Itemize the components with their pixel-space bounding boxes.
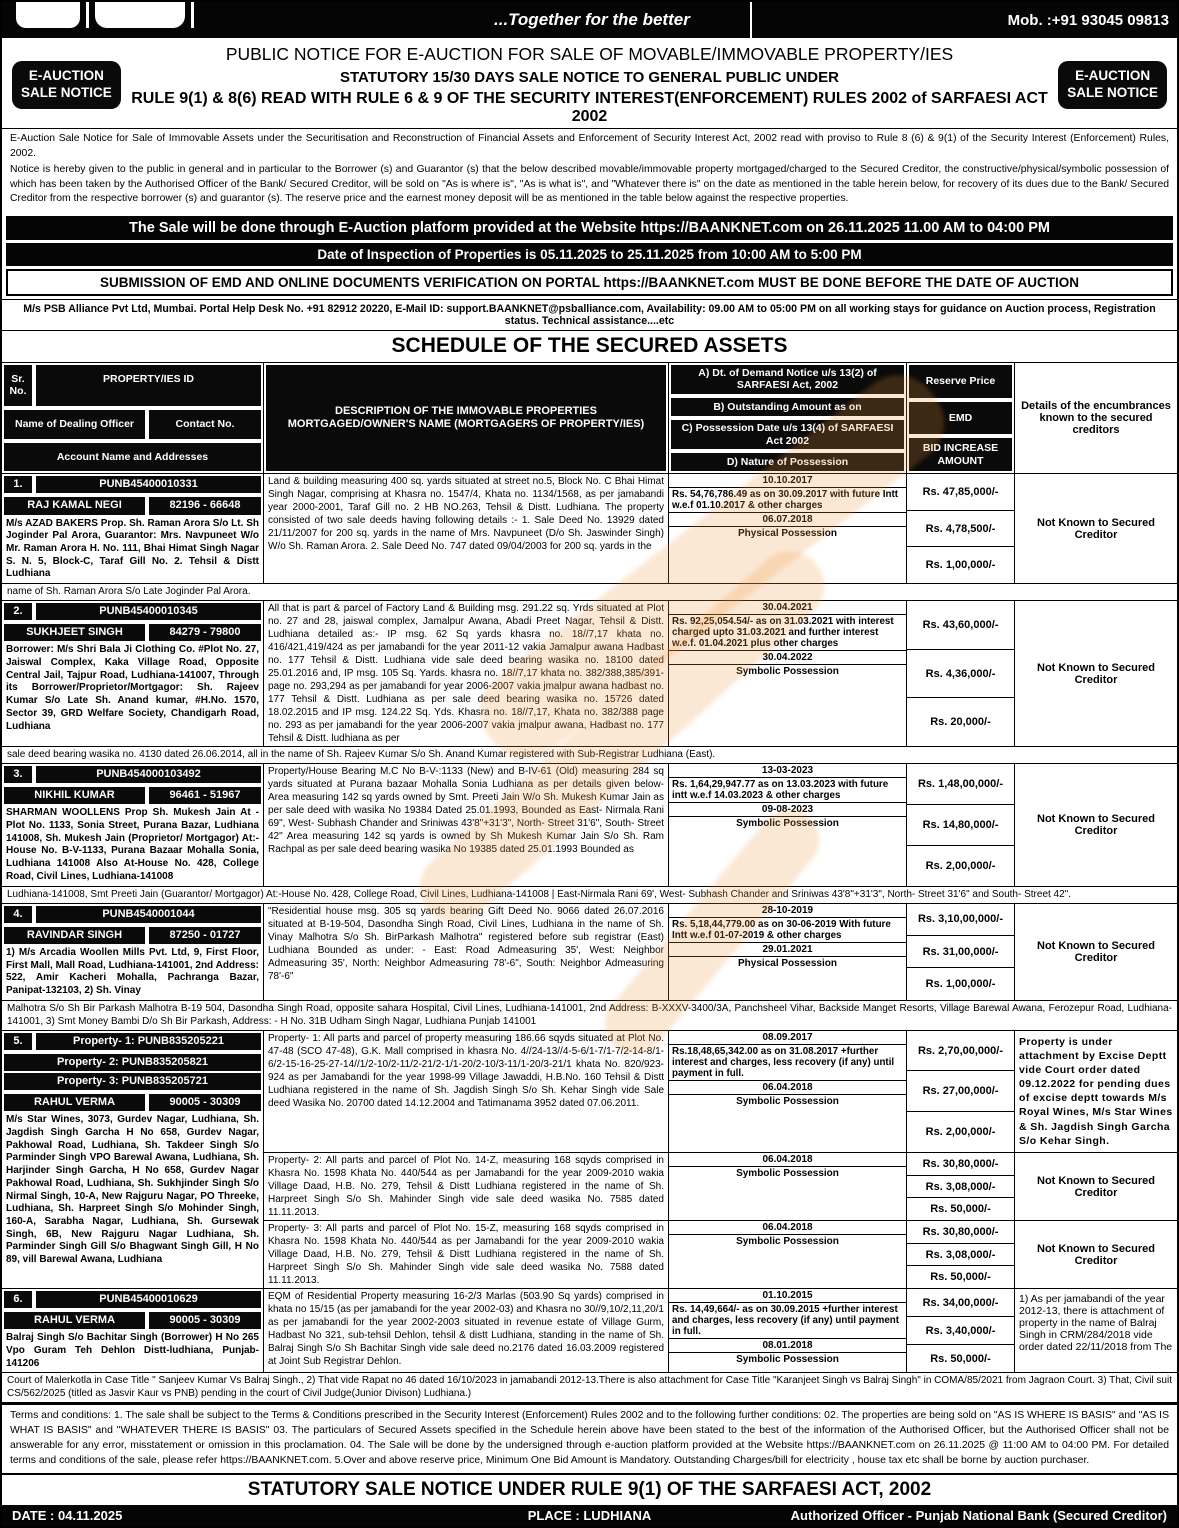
encumbrance-details: Not Known to Secured Creditor	[1037, 1242, 1155, 1267]
property-subrow	[264, 1153, 1177, 1221]
possession-nature: Symbolic Possession	[736, 1168, 839, 1179]
row-description: Property/House Bearing M.C No B-V-:1133 (New) and B-IV-61 (Old) measuring 284 sq yards situated at Purana bazaar Mohalla Sonia Ludhiana as per details given below- Area measuring 142 sq yards owned by Smt. Preeti Jain W/o Sh. Mukesh Kumar Jain as per sale deed with wasika No 19384 Dated 25.01.1993, Bounded as East- Nirmala Rani 69", West- Subhash Chander and Sriniwas 43'8"+31'3", North- Street 31'6", South- Street 42" Area measuring 142 sq yards is owned by Sh Mukesh Kumar Jain S/o Sh. Ram Rachpal as per sale deed bearing wasika No 19385 dated 25.01.1993 Bounded as	[264, 764, 669, 886]
possession-nature: Symbolic Possession	[736, 1236, 839, 1247]
row-account: M/s AZAD BAKERS Prop. Sh. Raman Arora S/o Lt. Sh Joginder Pal Arora, Guarantor: Mrs. Navpuneet W/o Mr. Raman Arora H. No. 111, Bhai Himat Singh Nagar S. N. 5, Block-C, Taraf Gill No. 2. Tehsil & Distt Ludhiana	[6, 517, 259, 580]
schedule-title: SCHEDULE OF THE SECURED ASSETS	[391, 333, 788, 357]
emd-amount: Rs. 3,08,000/-	[907, 1244, 1014, 1267]
secured-assets-table	[2, 362, 1177, 1404]
reserve-price: Rs. 1,48,00,000/-	[907, 764, 1014, 805]
row-description: Property- 3: All parts and parcel of Plot No. 15-Z, measuring 168 sqyds comprised in Khasra No. 1598 Khata No. 440/544 as per Jamabandi for the year 2009-2010 wakia Village Daad, H.B. No. 279, Tehsil & Distt Ludhiana registered in the name of Sh. Harpreet Singh S/o Sh. Mahinder Singh vide sale deed wasika No. 7588 dated 11.11.2013.	[264, 1221, 669, 1288]
footer-bar	[2, 1505, 1177, 1526]
encumbrance-details: Not Known to Secured Creditor	[1037, 812, 1155, 837]
row-description: Land & building measuring 400 sq. yards situated at street no.5, Block No. C Bhai Himat Singh Nagar, comprising at Khasra no. 1547/4, Khata no. 1134/1568, as per jamabandi year 2000-2001, Taraf Gill no. 2 HB NO.263, Tehsil & Distt. Ludhiana. The property consisted of two sale deeds having following details :- 1. Sale Deed No. 13929 dated 21/11/2007 for 200 sq. yards in the name of Mrs. Navpuneet (D/o Sh. Jaswinder Singh) W/o Sh. Raman Arora. 2. Sale Deed No. 747 dated 09/04/2003 for 200 sq. yards in the	[264, 474, 669, 583]
reserve-price: Rs. 43,60,000/-	[907, 601, 1014, 650]
row-property-id: PUNB45400010629	[36, 1291, 261, 1308]
table-row	[2, 473, 1177, 600]
reserve-price: Rs. 2,70,00,000/-	[907, 1031, 1014, 1072]
header-emd: EMD	[909, 402, 1012, 435]
row-officer: SUKHJEET SINGH	[4, 624, 145, 641]
possession-nature: Symbolic Possession	[736, 1354, 839, 1365]
bank-logo-icon	[2, 2, 194, 38]
row-contact: 87250 - 01727	[149, 927, 261, 944]
header-col-b: B) Outstanding Amount as on	[671, 398, 904, 416]
row-contact: 90005 - 30309	[149, 1094, 261, 1111]
possession-nature: Symbolic Possession	[736, 818, 839, 829]
reserve-price: Rs. 30,80,000/-	[907, 1153, 1014, 1176]
emd-amount: Rs. 14,80,000/-	[907, 805, 1014, 846]
notice-header	[2, 38, 1177, 128]
bid-increase-amount: Rs. 50,000/-	[930, 1203, 991, 1216]
possession-date: 09-08-2023	[669, 803, 906, 817]
row-sr: 3.	[4, 766, 32, 783]
row-account: Borrower: M/s Shri Bala Ji Clothing Co. #Plot No. 27, Jaiswal Complex, Kaka Village Road, Opposite Central Jail, Tajpur Road, Ludhiana-141007, Through its Borrower/Proprietor/Mortgagor: Sh. Rajeev Kumar S/o Late Sh. Anand kumar, #H.No. 1570, Sector 39, GRD Welfare Society, Chandigarh Road, Ludhiana	[6, 644, 259, 732]
property-subrow	[264, 1221, 1177, 1288]
contact-mobile: Mob. :+91 93045 09813	[1007, 11, 1169, 29]
emd-amount: Rs. 4,78,500/-	[907, 511, 1014, 548]
header-reserve-price: Reserve Price	[909, 365, 1012, 398]
row-spill-text: Court of Malerkotla in Case Title " Sanjeev Kumar Vs Balraj Singh., 2) That vide Rapat no 46 dated 16/10/2023 in jamabandi 2012-13.There is also attachment for Case Title "Karanjeet Singh vs Balraj Singh" in COMA/85/2021 from Jagraon Court. 3) That, Civil suit CS/562/2025 (titled as Jasvir Kaur vs PNB) pending in the court of Civil Judge(Junior Divison) Ludhiana.)	[2, 1372, 1177, 1402]
row-contact: 82196 - 66648	[149, 497, 261, 514]
terms-and-conditions: Terms and conditions: 1. The sale shall be subject to the Terms & Conditions prescribed in the Security Interest (Enforcement) Rules 2002 and to the following further conditions: 02. The properties are being sold on "AS IS WHERE IS BASIS" and "AS IS WHAT IS BASIS" and "WHATEVER THERE IS BASIS" 03. The particulars of Secured Assets specified in the Schedule herein above have been stated to the best of the information of the Authorised Officer, but the Authorised Officer shall not be answerable for any error, misstatement or omission in this proclamation. 04. The Sale will be done by the undersigned through e-auction platform provided at the Website https://BAANKNET.com on 26.11.2025 @ 11:00 AM to 04:00 PM. For detailed terms and conditions of the sale, please refer https://BAANKNET.com. 5.Over and above reserve price, Minimum One Bid Amount is Mandatory. Outstanding Charges/bill for electricity , house tax etc shall be borne by auction purchaser.	[2, 1403, 1177, 1472]
emd-amount: Rs. 27,00,000/-	[907, 1071, 1014, 1112]
reserve-price: Rs. 34,00,000/-	[907, 1289, 1014, 1317]
row-description: Property- 2: All parts and parcel of Plot No. 14-Z, measuring 168 sqyds comprised in Khasra No. 1598 Khata No. 440/544 as per Jamabandi for the year 2009-2010 wakia Village Daad, H.B. No. 279, Tehsil & Distt Ludhiana registered in the name of Sh. Harpreet Singh S/o Sh. Mahinder Singh vide sale deed wasika No. 7585 dated 11.11.2013.	[264, 1153, 669, 1220]
row-property-id: PUNB454000103492	[36, 766, 261, 783]
demand-notice-date: 28-10-2019	[669, 904, 906, 918]
table-row	[2, 600, 1177, 763]
possession-date: 08.01.2018	[669, 1339, 906, 1353]
outstanding-amount: Rs.18,48,65,342.00 as on 31.08.2017 +further interest and charges, less recovery (if any) until payment in full.	[669, 1045, 906, 1081]
possession-nature: Symbolic Possession	[736, 1095, 839, 1107]
notice-subtitle: STATUTORY 15/30 DAYS SALE NOTICE TO GENERAL PUBLIC UNDER	[340, 69, 839, 86]
table-row	[2, 903, 1177, 1030]
demand-notice-date: 08.09.2017	[669, 1031, 906, 1045]
bid-increase-amount: Rs. 50,000/-	[930, 1352, 991, 1365]
encumbrance-details: 1) As per jamabandi of the year 2012-13, there is attachment of property in the name of Balraj Singh in CRM/284/2018 vide order dated 22/11/2018 from The	[1019, 1293, 1173, 1353]
row-officer: RAHUL VERMA	[4, 1312, 145, 1329]
table-header-row	[2, 363, 1177, 473]
sale-platform-banner: The Sale will be done through E-Auction platform provided at the Website https://BAANKNET.com on 26.11.2025 11.00 AM to 04:00 PM	[6, 216, 1173, 240]
row-officer: RAHUL VERMA	[4, 1094, 145, 1111]
row-property-id: Property- 1: PUNB835205221	[36, 1033, 261, 1050]
masthead-divider	[750, 2, 752, 38]
encumbrance-details: Not Known to Secured Creditor	[1037, 1174, 1155, 1199]
outstanding-amount: Rs. 1,64,29,947.77 as on 13.03.2023 with future intt w.e.f 14.03.2023 & other charges	[669, 778, 906, 803]
demand-notice-date: 06.04.2018	[669, 1153, 906, 1167]
row-description: All that is part & parcel of Factory Land & Building msg. 291.22 sq. Yrds situated at Plot no. 27 and 28, jaiswal complex, Jamalpur Awana, Abadi Preet Nagar, Tehsil & Distt. Ludhiana detailed as:- IP msg. 62 Sq yards khasra no. 18//7,17 khata no. 416/421,419/424 as per jamabandi for the year 2011-12 vakia Jamalpur awana Hadbast no. 177 Tehsil & Distt. Ludhiana vide sale deed bearing wasika no. 18100 dated 25.01.2016 and, IP msg. 105 Sq. Yards. khasra no. 18//7,17 khata no. 382/388,385/391-page no. 293,294 as per jamabandi for year 2006-2007 vakia jmalpur awana hadbast no. 177 Tehsil & Distt. Ludhiana as per sale deed bearing wasika no. 15726 dated 18.02.2015 and IP msg. 124.22 Sq. Yds. Khasra no. 18//7,17, Khata no. 382/388 page no. 293 as per jamabandi for the year 2006-2007 vakia jmalpur awana, Hadbast no. 177 Tehsil & Distt. ludhiana as per	[264, 601, 669, 746]
emd-amount: Rs. 31,00,000/-	[907, 936, 1014, 968]
reserve-price: Rs. 30,80,000/-	[907, 1221, 1014, 1244]
footer-date: DATE : 04.11.2025	[12, 1507, 123, 1523]
row-contact: 96461 - 51967	[149, 787, 261, 804]
encumbrance-details: Not Known to Secured Creditor	[1037, 516, 1155, 541]
bank-masthead	[2, 2, 1177, 38]
demand-notice-date: 10.10.2017	[669, 474, 906, 488]
table-row	[2, 1288, 1177, 1402]
footer-place: PLACE : LUDHIANA	[527, 1507, 652, 1523]
helpdesk-line: M/s PSB Alliance Pvt Ltd, Mumbai. Portal Help Desk No. +91 82912 20220, E-Mail ID: support.BAANKNET@psballiance.com, Availability: 09.00 AM to 05:00 PM on all working stays for guidance on Auction process, Registration status. Technical assistance....etc	[2, 299, 1177, 331]
reserve-price: Rs. 3,10,00,000/-	[907, 904, 1014, 936]
badge-line1: E-AUCTION	[28, 68, 104, 84]
row-sr: 4.	[4, 906, 32, 923]
intro-text	[2, 128, 1177, 213]
possession-nature: Physical Possession	[738, 528, 837, 540]
header-encumbrances: Details of the encumbrances known to the secured creditors	[1021, 400, 1171, 436]
header-col-d: D) Nature of Possession	[671, 453, 904, 471]
intro-para-1: E-Auction Sale Notice for Sale of Immovable Assets under the Securitisation and Reconstruction of Financial Assets and Enforcement of Security Interest Act, 2002 read with proviso to Rule 8 (6) & 9(1) of the Security Interest (Enforcement) Rules, 2002.	[10, 133, 1169, 159]
header-contact-no: Contact No.	[149, 410, 261, 439]
notice-title: PUBLIC NOTICE FOR E-AUCTION FOR SALE OF MOVABLE/IMMOVABLE PROPERTY/IES	[225, 44, 954, 64]
row-account: Balraj Singh S/o Bachitar Singh (Borrower) H No 265 Vpo Guram Teh Dehlon Distt-ludhiana, Punjab-141206	[6, 1332, 259, 1369]
row-sr: 2.	[4, 603, 32, 620]
header-account: Account Name and Addresses	[4, 443, 261, 472]
header-property-id: PROPERTY/IES ID	[36, 365, 261, 406]
row-spill-text: name of Sh. Raman Arora S/o Late Joginder Pal Arora.	[2, 583, 1177, 600]
encumbrance-details: Not Known to Secured Creditor	[1037, 661, 1155, 686]
reserve-price: Rs. 47,85,000/-	[907, 474, 1014, 511]
possession-nature: Symbolic Possession	[736, 666, 839, 677]
possession-date: 06.04.2018	[669, 1081, 906, 1095]
row-sr: 5.	[4, 1033, 32, 1050]
header-description: DESCRIPTION OF THE IMMOVABLE PROPERTIES MORTGAGED/OWNER'S NAME (MORTGAGERS OF PROPERTY/IES)	[266, 365, 666, 471]
row-sr: 6.	[4, 1291, 32, 1308]
header-dealing-officer: Name of Dealing Officer	[4, 410, 145, 439]
header-col-a: A) Dt. of Demand Notice u/s 13(2) of SARFAESI Act, 2002	[671, 365, 904, 394]
row-contact: 90005 - 30309	[149, 1312, 261, 1329]
row-property-id: Property- 3: PUNB835205721	[4, 1073, 261, 1090]
badge-line2: SALE NOTICE	[1067, 85, 1158, 100]
header-sr-no: Sr. No.	[4, 365, 32, 406]
badge-line1: E-AUCTION	[1075, 68, 1151, 84]
row-account: M/s Star Wines, 3073, Gurdev Nagar, Ludhiana, Sh. Jagdish Singh Garcha H No 658, Gurdev Nagar, Pakhowal Road, Ludhiana, Sh. Takdeer Singh S/o Parminder Singh VPO Barewal Awana, Ludhiana, Sh. Harjinder Singh Garcha, H No 658, Gurdev Nagar Pakhowal Road, Ludhiana, Sh. Sukhjinder Singh S/o Nirmal Singh, 10-A, New Rajguru Nagar, PO Threeke, Ludhiana, Sh. Harpreet Singh S/o Mohinder Singh, 160-A, Sarabha Nagar, Ludhiana, Sh. Gursewak Singh, 6B, New Rajguru Nagar Ludhiana, Sh. Parminder Singh Gill S/o Bhagwant Singh Gill, H No 89, vill Barewal Awana, Ludhiana	[6, 1114, 259, 1265]
bid-increase-amount: Rs. 1,00,000/-	[925, 559, 996, 572]
row-contact: 84279 - 79800	[149, 624, 261, 641]
row-property-id: PUNB45400010331	[36, 476, 261, 493]
outstanding-amount: Rs. 5,18,44,779.00 as on 30-06-2019 With future Intt w.e.f 01-07-2019 & other charges	[669, 918, 906, 943]
demand-notice-date: 01.10.2015	[669, 1289, 906, 1303]
outstanding-amount: Rs. 92,25,054.54/- as on 31.03.2021 with interest charged upto 31.03.2021 and further interest w.e.f. 01.04.2021 plus other charges	[669, 615, 906, 651]
emd-amount: Rs. 4,36,000/-	[907, 650, 1014, 699]
demand-notice-date: 30.04.2021	[669, 601, 906, 615]
row-property-id: Property- 2: PUNB835205821	[4, 1054, 261, 1071]
row-officer: RAVINDAR SINGH	[4, 927, 145, 944]
e-auction-badge-right	[1058, 61, 1167, 109]
row-officer: NIKHIL KUMAR	[4, 787, 145, 804]
row-description: "Residential house msg. 305 sq yards bearing Gift Deed No. 9066 dated 26.07.2016 situated at B-19-504, Dasondha Singh Road, Civil Lines, Ludhiana in the name of Sh. Vinay Malhotra S/o Sh. BirParkash Malhotra" registered before sub registrar (East) Ludhiana Bounded as under: - East: Road Admeasuring 35', West: Neighbor Admeasuring 35', North: Neighbor Admeasuring 78'-6", South: Neighbor Admeasuring 78'-6"	[264, 904, 669, 1000]
outstanding-amount: Rs. 14,49,664/- as on 30.09.2015 +further interest and charges, less recovery (if any) until payment in full.	[669, 1303, 906, 1339]
emd-submission-banner: SUBMISSION OF EMD AND ONLINE DOCUMENTS VERIFICATION ON PORTAL https://BAANKNET.com MUST BE DONE BEFORE THE DATE OF AUCTION	[6, 269, 1173, 296]
emd-amount: Rs. 3,40,000/-	[907, 1317, 1014, 1345]
table-row-multi-property	[2, 1030, 1177, 1288]
statutory-sale-notice-line: STATUTORY SALE NOTICE UNDER RULE 9(1) OF THE SARFAESI ACT, 2002	[2, 1473, 1177, 1505]
bid-increase-amount: Rs. 1,00,000/-	[925, 977, 996, 990]
row-property-id: PUNB4540001044	[36, 906, 261, 923]
row-description: Property- 1: All parts and parcel of property measuring 186.66 sqyds situated at Plot No. 47-48 (SCO 47-48), G.K. Mall comprised in khasra No. 4//24-13//4-5-6/1-7/1-7/2-14-8/1-6/2-15-16-25-27-14//1/2-10/2-11/2-21/2-1/1-20/2-10/3-11/1-20/3-21/1 khata No. 820/923-924 as per Jamabandi for the year 1998-99 Village Jawaddi, H.B.No. 160 Tehsil & Distt Ludhiana registered in the name of Sh. Jagdish Singh S/o Sh. Kehar Singh vide Sale deed Wasika No. 20700 dated 14.12.2004 and Tatimanama 3952 dated 07.06.2011.	[264, 1031, 669, 1152]
emd-amount: Rs. 3,08,000/-	[907, 1176, 1014, 1199]
notice-rule-line: RULE 9(1) & 8(6) READ WITH RULE 6 & 9 OF THE SECURITY INTEREST(ENFORCEMENT) RULES 2002 of SARFAESI ACT 2002	[131, 90, 1048, 125]
table-row	[2, 763, 1177, 903]
intro-para-2: Notice is hereby given to the public in general and in particular to the Borrower (s) and Guarantor (s) that the below described movable/immovable property mortgaged/charged to the Secured Creditor, the constructive/physical/symbolic possession of which has been taken by the Authorised Officer of the Bank/ Secured Creditor, will be sold on "As is where is", "As is what is", and "Whatever there is" on the date as mentioned in the table herein below, for recovery of its dues due to the Bank/ Secured Creditor from the respective borrower (s) and guarantor (s). The reserve price and the earnest money deposit will be as mentioned in the table below against the respective properties.	[10, 164, 1169, 205]
row-description: EQM of Residential Property measuring 16-2/3 Marlas (503.90 Sq yards) comprised in khata no 15/15 (as per jamabandi for the year 2002-03) and Khasra no 30//9,10/2,11,20/1 as per jamabandi for the year 2002-2003 situated in revenue estate of Village Gurm, Hadbast No 321, sub-tehsil Dehlon, tehsil & distt Ludhiana, standing in the name of Sh. Balraj Singh S/o Sh Bachitar Singh vide sale deed no.2176 dated 16.03.2009 registered at Joint Sub Registrar Dehlon.	[264, 1289, 669, 1372]
property-subrow	[264, 1031, 1177, 1153]
row-property-id: PUNB45400010345	[36, 603, 261, 620]
encumbrance-details: Property is under attachment by Excise Deptt vide Court order dated 09.12.2022 for pending dues of excise deptt towards M/s Royal Wines, M/s Star Wines & Sh. Jagdish Singh Garcha S/o Kehar Singh.	[1019, 1035, 1173, 1147]
demand-notice-date: 06.04.2018	[669, 1221, 906, 1235]
header-bid-increase: BID INCREASE AMOUNT	[909, 438, 1012, 471]
encumbrance-details: Not Known to Secured Creditor	[1037, 939, 1155, 964]
possession-date: 06.07.2018	[669, 513, 906, 527]
footer-authorized-officer: Authorized Officer - Punjab National Bank (Secured Creditor)	[790, 1507, 1167, 1523]
row-account: SHARMAN WOOLLENS Prop Sh. Mukesh Jain At -Plot No. 1133, Sonia Street, Purana Bazar, Ludhiana 141008, Sh. Mukesh Jain (Proprietor/ Mortgagor) At:-House No. B-V-1133, Purana Bazaar Mohalla Sonia, Ludhiana 141008 Also At-House No. 428, College Road, Civil Lines, Ludhiana-141008	[6, 807, 259, 882]
demand-notice-date: 13-03-2023	[669, 764, 906, 778]
e-auction-badge-left	[12, 61, 121, 109]
bid-increase-amount: Rs. 2,00,000/-	[925, 1126, 996, 1139]
bid-increase-amount: Rs. 50,000/-	[930, 1271, 991, 1284]
row-spill-text: sale deed bearing wasika no. 4130 dated 26.06.2014, all in the name of Sh. Rajeev Kumar S/o Sh. Anand Kumar registered with Sub-Registrar Ludhiana (East).	[2, 746, 1177, 763]
possession-nature: Physical Possession	[738, 957, 837, 969]
possession-date: 29.01.2021	[669, 943, 906, 957]
row-officer: RAJ KAMAL NEGI	[4, 497, 145, 514]
outstanding-amount: Rs. 54,76,786.49 as on 30.09.2017 with future Intt w.e.f 01.10.2017 & other charges	[669, 488, 906, 513]
inspection-date-banner: Date of Inspection of Properties is 05.11.2025 to 25.11.2025 from 10:00 AM to 5:00 PM	[6, 243, 1173, 266]
badge-line2: SALE NOTICE	[21, 85, 112, 100]
bid-increase-amount: Rs. 2,00,000/-	[925, 859, 996, 872]
bid-increase-amount: Rs. 20,000/-	[930, 716, 991, 729]
row-spill-text: Ludhiana-141008, Smt Preeti Jain (Guarantor/ Mortgagor) At:-House No. 428, College Road, Civil Lines, Ludhiana-141008 | East-Nirmala Rani 69', West- Subhash Chander and Sriniwas 43'8"+31'3", North- Street 31'6" and South- Street 42".	[2, 886, 1177, 903]
row-sr: 1.	[4, 476, 32, 493]
bank-tagline: ...Together for the better	[494, 10, 690, 29]
header-col-c: C) Possession Date u/s 13(4) of SARFAESI Act 2002	[671, 420, 904, 449]
row-spill-text: Malhotra S/o Sh Bir Parkash Malhotra B-19 504, Dasondha Singh Road, opposite sahara Hospital, Civil Lines, Ludhiana-141001, 2nd Address: B-XXXV-3400/3A, Panchsheel Vihar, Backside Manget Resorts, Village Barewal Awana, Ferozepur Road, Ludhiana-141001, 3) Smt Money Bambi D/o Sh Bir Parkash, Address: - H No. 31B Udham Singh Nagar, Ludhiana Punjab 141001	[2, 1000, 1177, 1030]
possession-date: 30.04.2022	[669, 651, 906, 665]
row-account: 1) M/s Arcadia Woollen Mills Pvt. Ltd, 9, First Floor, First Mall, Mall Road, Ludhiana-141001, 2nd Address: 522, Amir Kacheri Mohalla, Pachranga Bazar, Panipat-132103, 2) Sh. Vinay	[6, 946, 259, 996]
